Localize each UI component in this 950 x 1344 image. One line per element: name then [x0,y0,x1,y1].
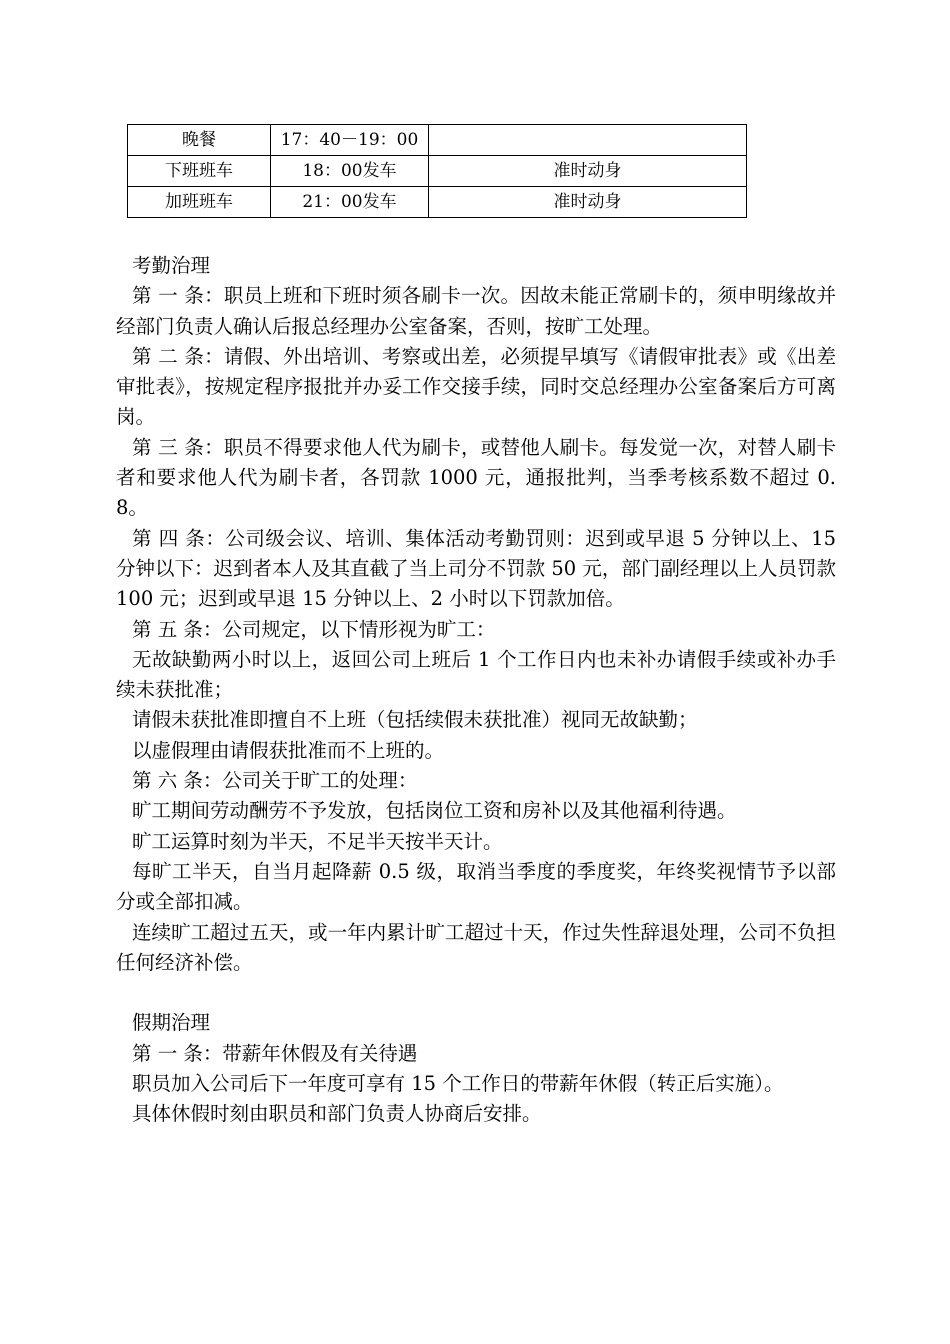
paragraph: 第 三 条：职员不得要求他人代为刷卡，或替他人刷卡。每发觉一次，对替人刷卡者和要求他人代为刷卡者，各罚款 1000 元，通报批判，当季考核系数不超过 0.8。 [116,435,836,520]
table-row [128,125,747,156]
paragraph: 以虚假理由请假获批准而不上班的。 [132,738,445,762]
paragraph: 具体休假时刻由职员和部门负责人协商后安排。 [132,1102,542,1126]
table-cell: 准时动身 [429,156,747,187]
table-cell: 21：00发车 [271,187,429,218]
paragraph: 第 一 条：带薪年休假及有关待遇 [132,1041,418,1065]
table-row [128,187,747,218]
paragraph: 第 一 条：职员上班和下班时须各刷卡一次。因故未能正常刷卡的，须申明缘故并经部门负责人确认后报总经理办公室备案，否则，按旷工处理。 [116,284,836,338]
paragraph: 请假未获批准即擅自不上班（包括续假未获批准）视同无故缺勤； [132,708,698,732]
paragraph: 无故缺勤两小时以上，返回公司上班后 1 个工作日内也未补办请假手续或补办手续未获批准； [116,647,836,702]
table-cell: 加班班车 [128,187,271,218]
table-cell: 下班班车 [128,156,271,187]
paragraph: 旷工期间劳动酬劳不予发放，包括岗位工资和房补以及其他福利待遇。 [132,799,737,823]
section-heading-holiday: 假期治理 [132,1011,211,1035]
table-cell [429,125,747,156]
paragraph: 第 六 条：公司关于旷工的处理： [132,769,418,793]
paragraph: 第 五 条：公司规定，以下情形视为旷工： [132,617,496,641]
paragraph: 连续旷工超过五天，或一年内累计旷工超过十天，作过失性辞退处理，公司不负担任何经济补偿。 [116,920,836,974]
table-cell: 17：40－19：00 [271,125,429,156]
table-cell: 晚餐 [128,125,271,156]
blank-line [116,978,836,1008]
document-body [116,251,836,1130]
table-cell: 准时动身 [429,187,747,218]
section-heading-attendance: 考勤治理 [132,254,211,277]
paragraph: 每旷工半天，自当月起降薪 0.5 级，取消当季度的季度奖，年终奖视情节予以部分或全部扣减。 [116,859,836,914]
paragraph: 第 四 条：公司级会议、培训、集体活动考勤罚则：迟到或早退 5 分钟以上、15 分钟以下：迟到者本人及其直截了当上司分不罚款 50 元，部门副经理以上人员罚款 100 元；迟到或早退 15 分钟以上、2 小时以下罚款加倍。 [116,526,836,611]
table-row [128,156,747,187]
paragraph: 职员加入公司后下一年度可享有 15 个工作日的带薪年休假（转正后实施）。 [132,1072,784,1096]
table-cell: 18：00发车 [271,156,429,187]
paragraph: 旷工运算时刻为半天，不足半天按半天计。 [132,829,503,853]
paragraph: 第 二 条：请假、外出培训、考察或出差，必须提早填写《请假审批表》或《出差审批表》，按规定程序报批并办妥工作交接手续，同时交总经理办公室备案后方可离岗。 [116,344,836,429]
schedule-table [127,124,747,218]
